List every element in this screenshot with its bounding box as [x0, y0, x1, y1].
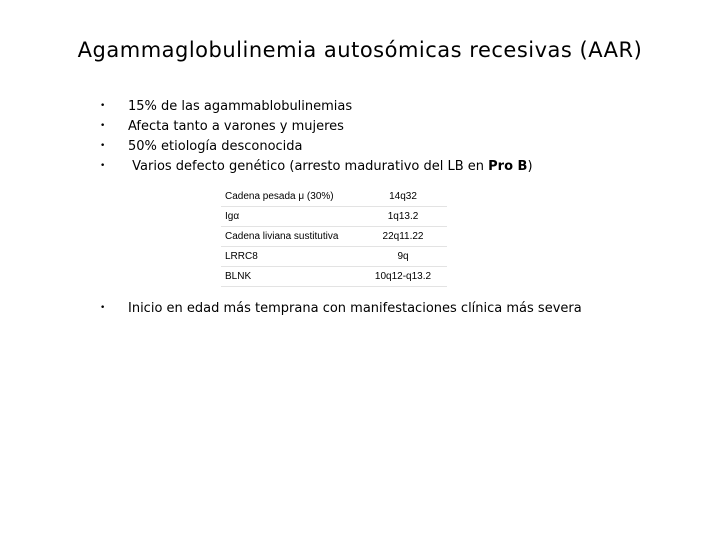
- bullet-dot: •: [100, 121, 106, 131]
- gene-locus-cell: 10q12-q13.2: [359, 267, 447, 287]
- gene-name-cell: Cadena pesada μ (30%): [221, 187, 359, 207]
- table-row: [221, 227, 447, 247]
- gene-locus-cell: 9q: [359, 247, 447, 267]
- bullet-text: Inicio en edad más temprana con manifestaciones clínica más severa: [128, 300, 582, 316]
- bullet-item: [100, 116, 533, 136]
- bullet-text-suffix: ): [527, 158, 533, 174]
- bullet-dot: •: [100, 141, 106, 151]
- gene-table: [221, 187, 447, 287]
- table-row: [221, 207, 447, 227]
- gene-locus-cell: 22q11.22: [359, 227, 447, 247]
- bullet-text: Afecta tanto a varones y mujeres: [128, 118, 344, 134]
- bullet-item: [100, 156, 533, 176]
- gene-name-cell: Igα: [221, 207, 359, 227]
- bullet-dot: •: [100, 101, 106, 111]
- bullet-item: [100, 298, 582, 318]
- bullet-list: [100, 96, 533, 176]
- gene-locus-cell: 14q32: [359, 187, 447, 207]
- gene-name-cell: Cadena liviana sustitutiva: [221, 227, 359, 247]
- table-row: [221, 187, 447, 207]
- gene-name-cell: LRRC8: [221, 247, 359, 267]
- bullet-text-bold: Pro B: [488, 158, 528, 174]
- bullet-text: 15% de las agammablobulinemias: [128, 98, 353, 114]
- gene-locus-cell: 1q13.2: [359, 207, 447, 227]
- bullet-text-prefix: Varios defecto genético (arresto madurativo del LB en: [128, 158, 489, 174]
- gene-name-cell: BLNK: [221, 267, 359, 287]
- table-row: [221, 247, 447, 267]
- bullet-text: 50% etiología desconocida: [128, 138, 303, 154]
- bullet-item: [100, 136, 533, 156]
- bullet-text: [128, 159, 533, 174]
- table-row: [221, 267, 447, 287]
- bullet-item: [100, 96, 533, 116]
- bullet-dot: •: [100, 303, 106, 313]
- slide-title: Agammaglobulinemia autosómicas recesivas (AAR): [77, 38, 643, 62]
- bullet-dot: •: [100, 161, 106, 171]
